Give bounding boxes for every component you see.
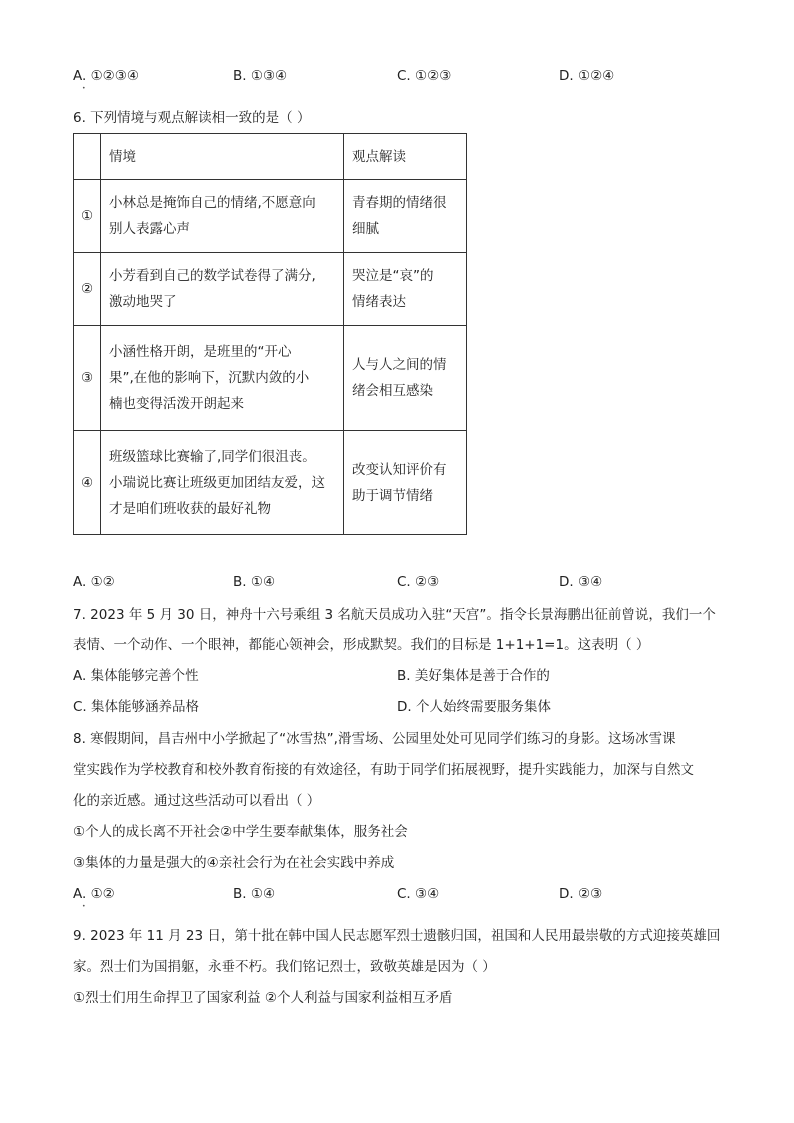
q8-option-b: B. ①④	[233, 886, 276, 902]
view-line: 绪会相互感染	[352, 383, 433, 399]
q5-option-b: B. ①③④	[233, 68, 288, 84]
row-view	[344, 253, 467, 326]
table-row	[74, 431, 467, 535]
situation-line: 小芳看到自己的数学试卷得了满分,	[109, 268, 316, 284]
situation-line: 班级篮球比赛输了,同学们很沮丧。	[109, 448, 316, 465]
row-number: ①	[74, 180, 101, 253]
situation-line: 激动地哭了	[109, 294, 177, 310]
q7-options-row	[73, 697, 633, 717]
row-situation	[101, 253, 344, 326]
q9-item-line: ①烈士们用生命捍卫了国家利益 ②个人利益与国家利益相互矛盾	[73, 990, 453, 1006]
row-view	[344, 431, 467, 535]
q7-option-d: D. 个人始终需要服务集体	[397, 699, 551, 715]
row-situation	[101, 431, 344, 535]
view-line: 改变认知评价有	[352, 461, 447, 478]
view-line: 助于调节情绪	[352, 487, 433, 504]
table-header-row	[74, 134, 467, 180]
view-line: 人与人之间的情	[352, 357, 447, 373]
table-row	[74, 180, 467, 253]
q7-option-c: C. 集体能够涵养品格	[73, 699, 200, 715]
q8-option-c: C. ③④	[397, 886, 440, 902]
table-header-num	[74, 134, 101, 180]
row-number: ④	[74, 431, 101, 535]
q6-option-d: D. ③④	[559, 574, 603, 590]
row-number: ②	[74, 253, 101, 326]
q8-option-d: D. ②③	[559, 886, 603, 902]
situation-line: 小涵性格开朗，是班里的“开心	[109, 344, 292, 360]
q9-stem-line: 家。烈士们为国捐躯，永垂不朽。我们铭记烈士，致敬英雄是因为（ ）	[73, 959, 496, 975]
q6-option-a: A. ①②	[73, 574, 115, 590]
q5-options	[73, 66, 633, 86]
table-row	[74, 326, 467, 431]
q6-options	[73, 572, 633, 592]
q6-table	[73, 133, 467, 535]
q8-option-a: A. ①②	[73, 886, 115, 902]
view-line: 哭泣是“哀”的	[352, 268, 434, 284]
row-view	[344, 180, 467, 253]
view-line: 青春期的情绪很	[352, 195, 447, 211]
view-line: 细腻	[352, 221, 379, 237]
q9-stem-line: 9. 2023 年 11 月 23 日，第十批在韩中国人民志愿军烈士遗骸归国，祖国和人民用最崇敬的方式迎接英雄回	[73, 928, 721, 944]
q8-item-line: ①个人的成长离不开社会②中学生要奉献集体，服务社会	[73, 824, 408, 840]
row-situation	[101, 326, 344, 431]
q8-stem-line: 化的亲近感。通过这些活动可以看出（ ）	[73, 793, 321, 809]
q8-stem-line: 堂实践作为学校教育和校外教育衔接的有效途径，有助于同学们拓展视野，提升实践能力，加深与自然文	[73, 762, 694, 778]
table-row	[74, 253, 467, 326]
q5-option-a: A. ①②③④	[73, 68, 139, 84]
q7-options-row	[73, 666, 633, 686]
q7-stem-line: 7. 2023 年 5 月 30 日，神舟十六号乘组 3 名航天员成功入驻“天宫”。指令长景海鹏出征前曾说，我们一个	[73, 607, 716, 623]
row-view	[344, 326, 467, 431]
q6-stem: 6. 下列情境与观点解读相一致的是（ ）	[73, 110, 311, 126]
q7-option-a: A. 集体能够完善个性	[73, 668, 199, 684]
q5-option-c: C. ①②③	[397, 68, 452, 84]
q8-item-line: ③集体的力量是强大的④亲社会行为在社会实践中养成	[73, 855, 395, 871]
view-line: 情绪表达	[352, 294, 406, 310]
situation-line: 果”,在他的影响下，沉默内敛的小	[109, 370, 310, 386]
situation-line: 楠也变得活泼开朗起来	[109, 396, 244, 412]
row-number: ③	[74, 326, 101, 431]
q6-option-b: B. ①④	[233, 574, 276, 590]
row-situation	[101, 180, 344, 253]
table-header-view: 观点解读	[344, 134, 467, 180]
q7-stem-line: 表情、一个动作、一个眼神，都能心领神会，形成默契。我们的目标是 1+1+1=1。这表明（ ）	[73, 637, 650, 653]
q5-option-d: D. ①②④	[559, 68, 615, 84]
dot-mark: •	[82, 85, 86, 92]
situation-line: 别人表露心声	[109, 221, 190, 237]
q8-options	[73, 884, 633, 904]
situation-line: 才是咱们班收获的最好礼物	[109, 500, 271, 517]
situation-line: 小瑞说比赛让班级更加团结友爱，这	[109, 474, 325, 491]
table-header-situation: 情境	[101, 134, 344, 180]
situation-line: 小林总是掩饰自己的情绪,不愿意向	[109, 195, 316, 211]
q7-option-b: B. 美好集体是善于合作的	[397, 668, 550, 684]
q8-stem-line: 8. 寒假期间，昌吉州中小学掀起了“冰雪热”,滑雪场、公园里处处可见同学们练习的身影。这场冰雪课	[73, 731, 676, 747]
dot-mark: •	[82, 903, 86, 910]
q6-option-c: C. ②③	[397, 574, 440, 590]
